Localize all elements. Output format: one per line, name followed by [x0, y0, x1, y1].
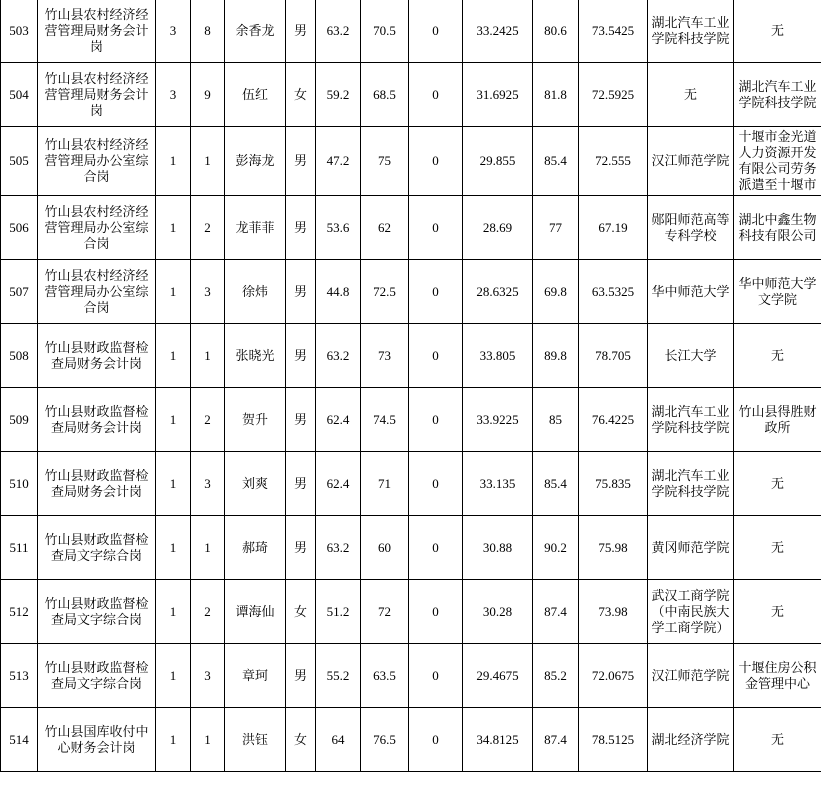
cell-score5: 80.6	[533, 0, 579, 63]
cell-score5: 85.4	[533, 127, 579, 196]
table-row	[1, 516, 821, 580]
cell-score5: 87.4	[533, 708, 579, 772]
cell-recruit-count: 3	[156, 63, 191, 127]
cell-score3: 0	[409, 516, 463, 580]
cell-recruit-count: 1	[156, 127, 191, 196]
cell-position: 竹山县农村经济经营管理局办公室综合岗	[38, 260, 156, 324]
cell-name: 刘爽	[225, 452, 286, 516]
cell-total-score: 67.19	[579, 196, 648, 260]
cell-gender: 男	[286, 516, 316, 580]
cell-school: 湖北经济学院	[648, 708, 734, 772]
cell-score4: 31.6925	[463, 63, 533, 127]
cell-note: 十堰市金光道人力资源开发有限公司劳务派遣至十堰市	[734, 127, 821, 196]
cell-note: 无	[734, 580, 821, 644]
cell-score3: 0	[409, 452, 463, 516]
cell-score3: 0	[409, 580, 463, 644]
cell-total-score: 73.5425	[579, 0, 648, 63]
cell-name: 郝琦	[225, 516, 286, 580]
cell-recruit-count: 1	[156, 196, 191, 260]
cell-score3: 0	[409, 63, 463, 127]
cell-total-score: 73.98	[579, 580, 648, 644]
cell-score1: 44.8	[316, 260, 361, 324]
cell-position: 竹山县财政监督检查局文字综合岗	[38, 580, 156, 644]
cell-note: 无	[734, 708, 821, 772]
cell-seq: 510	[1, 452, 38, 516]
table-row	[1, 452, 821, 516]
cell-score4: 29.855	[463, 127, 533, 196]
cell-score1: 51.2	[316, 580, 361, 644]
cell-score3: 0	[409, 196, 463, 260]
cell-total-score: 72.5925	[579, 63, 648, 127]
cell-score4: 30.28	[463, 580, 533, 644]
cell-rank: 1	[191, 516, 225, 580]
cell-seq: 511	[1, 516, 38, 580]
cell-school: 湖北汽车工业学院科技学院	[648, 0, 734, 63]
cell-name: 伍红	[225, 63, 286, 127]
cell-position: 竹山县国库收付中心财务会计岗	[38, 708, 156, 772]
cell-position: 竹山县农村经济经营管理局财务会计岗	[38, 0, 156, 63]
cell-name: 余香龙	[225, 0, 286, 63]
cell-recruit-count: 3	[156, 0, 191, 63]
cell-rank: 1	[191, 708, 225, 772]
cell-score1: 62.4	[316, 452, 361, 516]
table-row	[1, 580, 821, 644]
cell-score4: 34.8125	[463, 708, 533, 772]
cell-score3: 0	[409, 324, 463, 388]
cell-gender: 男	[286, 260, 316, 324]
table-row	[1, 324, 821, 388]
cell-school: 长江大学	[648, 324, 734, 388]
cell-note: 无	[734, 0, 821, 63]
cell-recruit-count: 1	[156, 260, 191, 324]
cell-score1: 59.2	[316, 63, 361, 127]
table-row	[1, 0, 821, 63]
table-body	[1, 0, 821, 772]
cell-rank: 1	[191, 324, 225, 388]
cell-score5: 89.8	[533, 324, 579, 388]
cell-note: 无	[734, 516, 821, 580]
table-row	[1, 63, 821, 127]
cell-school: 湖北汽车工业学院科技学院	[648, 452, 734, 516]
cell-rank: 1	[191, 127, 225, 196]
cell-score3: 0	[409, 388, 463, 452]
table-row	[1, 260, 821, 324]
cell-position: 竹山县农村经济经营管理局财务会计岗	[38, 63, 156, 127]
cell-position: 竹山县财政监督检查局财务会计岗	[38, 452, 156, 516]
cell-seq: 507	[1, 260, 38, 324]
cell-note: 湖北中鑫生物科技有限公司	[734, 196, 821, 260]
cell-score5: 90.2	[533, 516, 579, 580]
cell-score2: 60	[361, 516, 409, 580]
cell-score1: 64	[316, 708, 361, 772]
cell-score3: 0	[409, 0, 463, 63]
cell-score3: 0	[409, 708, 463, 772]
cell-gender: 男	[286, 324, 316, 388]
cell-gender: 男	[286, 452, 316, 516]
cell-total-score: 72.0675	[579, 644, 648, 708]
cell-score5: 69.8	[533, 260, 579, 324]
cell-school: 湖北汽车工业学院科技学院	[648, 388, 734, 452]
cell-score1: 63.2	[316, 516, 361, 580]
cell-score5: 81.8	[533, 63, 579, 127]
cell-rank: 3	[191, 452, 225, 516]
table-row	[1, 196, 821, 260]
cell-school: 郧阳师范高等专科学校	[648, 196, 734, 260]
cell-school: 汉江师范学院	[648, 644, 734, 708]
cell-position: 竹山县农村经济经营管理局办公室综合岗	[38, 127, 156, 196]
cell-rank: 3	[191, 644, 225, 708]
cell-total-score: 75.835	[579, 452, 648, 516]
cell-seq: 512	[1, 580, 38, 644]
cell-score2: 62	[361, 196, 409, 260]
cell-score5: 85.4	[533, 452, 579, 516]
cell-score4: 28.69	[463, 196, 533, 260]
table-row	[1, 708, 821, 772]
cell-recruit-count: 1	[156, 388, 191, 452]
cell-seq: 506	[1, 196, 38, 260]
cell-name: 龙菲菲	[225, 196, 286, 260]
cell-school: 黄冈师范学院	[648, 516, 734, 580]
cell-note: 湖北汽车工业学院科技学院	[734, 63, 821, 127]
cell-score2: 74.5	[361, 388, 409, 452]
cell-rank: 3	[191, 260, 225, 324]
cell-score2: 71	[361, 452, 409, 516]
cell-score4: 28.6325	[463, 260, 533, 324]
cell-gender: 男	[286, 644, 316, 708]
cell-score1: 47.2	[316, 127, 361, 196]
cell-recruit-count: 1	[156, 452, 191, 516]
cell-note: 十堰住房公积金管理中心	[734, 644, 821, 708]
cell-rank: 2	[191, 196, 225, 260]
cell-score4: 33.2425	[463, 0, 533, 63]
cell-recruit-count: 1	[156, 324, 191, 388]
cell-gender: 男	[286, 196, 316, 260]
cell-score5: 77	[533, 196, 579, 260]
cell-seq: 509	[1, 388, 38, 452]
cell-seq: 503	[1, 0, 38, 63]
cell-score2: 73	[361, 324, 409, 388]
cell-score1: 62.4	[316, 388, 361, 452]
cell-total-score: 78.705	[579, 324, 648, 388]
cell-gender: 男	[286, 0, 316, 63]
cell-total-score: 63.5325	[579, 260, 648, 324]
cell-recruit-count: 1	[156, 644, 191, 708]
cell-score4: 30.88	[463, 516, 533, 580]
cell-rank: 2	[191, 388, 225, 452]
cell-name: 章珂	[225, 644, 286, 708]
table-row	[1, 127, 821, 196]
cell-score5: 85.2	[533, 644, 579, 708]
cell-score2: 70.5	[361, 0, 409, 63]
cell-score2: 68.5	[361, 63, 409, 127]
cell-recruit-count: 1	[156, 708, 191, 772]
cell-school: 武汉工商学院（中南民族大学工商学院）	[648, 580, 734, 644]
cell-total-score: 72.555	[579, 127, 648, 196]
cell-seq: 508	[1, 324, 38, 388]
cell-score1: 53.6	[316, 196, 361, 260]
cell-score4: 29.4675	[463, 644, 533, 708]
cell-score3: 0	[409, 260, 463, 324]
cell-seq: 514	[1, 708, 38, 772]
cell-rank: 8	[191, 0, 225, 63]
cell-rank: 2	[191, 580, 225, 644]
cell-score4: 33.135	[463, 452, 533, 516]
cell-seq: 504	[1, 63, 38, 127]
cell-gender: 女	[286, 708, 316, 772]
cell-score2: 72.5	[361, 260, 409, 324]
cell-note: 无	[734, 452, 821, 516]
cell-position: 竹山县财政监督检查局文字综合岗	[38, 644, 156, 708]
cell-gender: 女	[286, 580, 316, 644]
cell-score1: 63.2	[316, 0, 361, 63]
cell-seq: 505	[1, 127, 38, 196]
cell-name: 贺升	[225, 388, 286, 452]
cell-recruit-count: 1	[156, 580, 191, 644]
cell-seq: 513	[1, 644, 38, 708]
cell-score2: 63.5	[361, 644, 409, 708]
cell-school: 汉江师范学院	[648, 127, 734, 196]
cell-score1: 63.2	[316, 324, 361, 388]
cell-score3: 0	[409, 644, 463, 708]
cell-score4: 33.9225	[463, 388, 533, 452]
cell-total-score: 76.4225	[579, 388, 648, 452]
cell-school: 华中师范大学	[648, 260, 734, 324]
cell-school: 无	[648, 63, 734, 127]
cell-position: 竹山县财政监督检查局财务会计岗	[38, 388, 156, 452]
cell-score5: 85	[533, 388, 579, 452]
cell-position: 竹山县财政监督检查局文字综合岗	[38, 516, 156, 580]
cell-gender: 女	[286, 63, 316, 127]
cell-name: 彭海龙	[225, 127, 286, 196]
cell-score3: 0	[409, 127, 463, 196]
table-row	[1, 388, 821, 452]
cell-gender: 男	[286, 127, 316, 196]
cell-name: 张晓光	[225, 324, 286, 388]
cell-total-score: 75.98	[579, 516, 648, 580]
cell-score2: 72	[361, 580, 409, 644]
cell-score2: 76.5	[361, 708, 409, 772]
cell-score2: 75	[361, 127, 409, 196]
cell-score4: 33.805	[463, 324, 533, 388]
cell-score5: 87.4	[533, 580, 579, 644]
cell-rank: 9	[191, 63, 225, 127]
cell-note: 无	[734, 324, 821, 388]
cell-note: 竹山县得胜财政所	[734, 388, 821, 452]
cell-score1: 55.2	[316, 644, 361, 708]
cell-position: 竹山县农村经济经营管理局办公室综合岗	[38, 196, 156, 260]
table-row	[1, 644, 821, 708]
cell-name: 洪钰	[225, 708, 286, 772]
cell-note: 华中师范大学文学院	[734, 260, 821, 324]
cell-gender: 男	[286, 388, 316, 452]
cell-name: 谭海仙	[225, 580, 286, 644]
cell-position: 竹山县财政监督检查局财务会计岗	[38, 324, 156, 388]
cell-total-score: 78.5125	[579, 708, 648, 772]
cell-recruit-count: 1	[156, 516, 191, 580]
cell-name: 徐炜	[225, 260, 286, 324]
